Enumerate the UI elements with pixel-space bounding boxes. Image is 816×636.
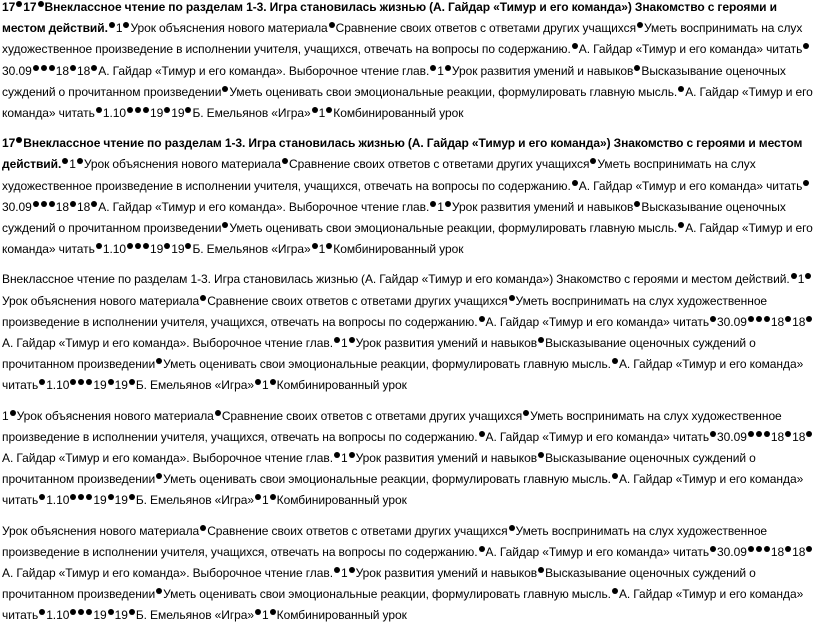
paragraph-4 — [2, 406, 814, 512]
bullet-separator-icon — [108, 494, 114, 500]
text-segment: 19 — [171, 106, 185, 121]
bullet-separator-icon — [255, 379, 261, 385]
text-segment: Б. Емельянов «Игра» — [192, 242, 311, 257]
bullet-separator-icon — [334, 452, 340, 458]
bullet-separator-icon — [806, 431, 812, 437]
bullet-separator-icon — [803, 43, 809, 49]
text-segment: Внеклассное чтение по разделам 1-3. Игра становилась жизнью (А. Гайдар «Тимур и его команда») Знакомство с героями и местом действий. — [2, 136, 803, 172]
text-segment: 1 — [262, 608, 269, 623]
text-segment: А. Гайдар «Тимур и его команда». Выборочное чтение глав. — [2, 566, 333, 581]
bullet-separator-icon — [38, 1, 44, 7]
text-segment: А. Гайдар «Тимур и его команда» читать — [2, 84, 813, 121]
bullet-separator-icon — [77, 158, 83, 164]
text-segment: 30.09 — [717, 314, 747, 329]
text-segment: 30.09 — [717, 544, 747, 559]
bullet-separator-icon — [634, 65, 640, 71]
bullet-separator-icon — [108, 379, 114, 385]
bullet-separator-icon — [270, 379, 276, 385]
text-segment: Комбинированный урок — [333, 242, 464, 257]
bullet-separator-icon — [86, 379, 92, 385]
bullet-separator-icon — [349, 567, 355, 573]
bullet-separator-icon — [612, 358, 618, 364]
text-segment: 1 — [341, 336, 348, 351]
bullet-separator-icon — [282, 158, 288, 164]
bullet-separator-icon — [523, 410, 529, 416]
text-segment: 1 — [797, 272, 805, 287]
text-segment: 1 — [341, 451, 348, 466]
bullet-separator-icon — [805, 273, 811, 279]
text-segment: А. Гайдар «Тимур и его команда». Выборочное чтение глав. — [2, 451, 333, 466]
bullet-separator-icon — [33, 201, 39, 207]
bullet-separator-icon — [479, 546, 485, 552]
text-segment: Урок развития умений и навыков — [451, 63, 634, 78]
bullet-separator-icon — [678, 222, 684, 228]
bullet-separator-icon — [215, 410, 221, 416]
bullet-separator-icon — [334, 337, 340, 343]
bullet-separator-icon — [10, 410, 16, 416]
bullet-separator-icon — [748, 316, 754, 322]
bullet-separator-icon — [129, 494, 135, 500]
bullet-separator-icon — [270, 494, 276, 500]
text-segment: А. Гайдар «Тимур и его команда» читать — [2, 472, 804, 508]
text-segment: Уметь воспринимать на слух художественное произведение в исполнении учителя, учащихся, отвечать на вопросы по содержанию. — [2, 21, 803, 57]
bullet-separator-icon — [86, 609, 92, 615]
bullet-separator-icon — [156, 473, 162, 479]
bullet-separator-icon — [91, 65, 97, 71]
text-segment: А. Гайдар «Тимур и его команда» читать — [485, 314, 710, 329]
text-segment: 18 — [77, 63, 91, 78]
bullet-separator-icon — [127, 243, 133, 249]
text-segment: Урок развития умений и навыков — [355, 336, 538, 351]
bullet-separator-icon — [41, 65, 47, 71]
text-segment: Сравнение своих ответов с ответами других учащихся — [207, 293, 508, 308]
bullet-separator-icon — [70, 65, 76, 71]
bullet-separator-icon — [135, 107, 141, 113]
text-segment: 30.09 — [717, 429, 747, 444]
bullet-separator-icon — [710, 431, 716, 437]
bullet-separator-icon — [756, 431, 762, 437]
bullet-separator-icon — [785, 546, 791, 552]
bullet-separator-icon — [16, 1, 22, 7]
bullet-separator-icon — [129, 609, 135, 615]
bullet-separator-icon — [764, 431, 770, 437]
bullet-separator-icon — [326, 243, 332, 249]
bullet-separator-icon — [70, 379, 76, 385]
text-segment: А. Гайдар «Тимур и его команда». Выборочное чтение глав. — [98, 63, 430, 78]
bullet-separator-icon — [312, 243, 318, 249]
text-segment: Сравнение своих ответов с ответами других учащихся — [289, 157, 590, 172]
text-segment: Уметь оценивать свои эмоциональные реакции, формулировать главную мысль. — [163, 357, 611, 372]
bullet-separator-icon — [637, 22, 643, 28]
text-segment: 18 — [77, 199, 91, 214]
text-segment: Урок объяснения нового материала — [16, 408, 214, 423]
text-segment: 19 — [114, 378, 128, 393]
text-segment: 1 — [69, 157, 76, 172]
bullet-separator-icon — [185, 243, 191, 249]
bullet-separator-icon — [109, 22, 115, 28]
text-segment: 18 — [770, 544, 785, 559]
text-segment: Уметь воспринимать на слух художественное произведение в исполнении учителя, учащихся, отвечать на вопросы по содержанию. — [2, 293, 768, 329]
bullet-separator-icon — [764, 316, 770, 322]
bullet-separator-icon — [96, 107, 102, 113]
text-segment: 18 — [792, 429, 806, 444]
bullet-separator-icon — [143, 243, 149, 249]
text-segment: Внеклассное чтение по разделам 1-3. Игра становилась жизнью (А. Гайдар «Тимур и его команда») Знакомство с героями и местом действий. — [2, 0, 777, 36]
bullet-separator-icon — [445, 201, 451, 207]
text-segment: Уметь воспринимать на слух художественное произведение в исполнении учителя, учащихся, отвечать на вопросы по содержанию. — [2, 157, 756, 193]
text-segment: А. Гайдар «Тимур и его команда». Выборочное чтение глав. — [2, 336, 333, 351]
bullet-separator-icon — [349, 337, 355, 343]
bullet-separator-icon — [312, 107, 318, 113]
text-segment: 18 — [770, 314, 785, 329]
bullet-separator-icon — [255, 494, 261, 500]
bullet-separator-icon — [430, 65, 436, 71]
text-segment: 18 — [792, 544, 806, 559]
text-segment: 19 — [93, 608, 107, 623]
text-segment: 19 — [171, 242, 185, 257]
text-segment: Б. Емельянов «Игра» — [135, 378, 255, 393]
bullet-separator-icon — [270, 609, 276, 615]
text-segment: 17 — [23, 0, 37, 14]
bullet-separator-icon — [334, 567, 340, 573]
bullet-separator-icon — [509, 295, 515, 301]
text-segment: 18 — [770, 429, 785, 444]
bullet-separator-icon — [748, 431, 754, 437]
text-segment: 1 — [115, 21, 123, 36]
text-segment: Урок объяснения нового материала — [83, 157, 282, 172]
text-segment: 1.10 — [102, 106, 126, 121]
paragraph-1 — [2, 0, 814, 124]
text-segment: Урок развития умений и навыков — [451, 199, 634, 214]
bullet-separator-icon — [164, 107, 170, 113]
bullet-separator-icon — [39, 494, 45, 500]
bullet-separator-icon — [39, 609, 45, 615]
text-segment: 1.10 — [46, 493, 70, 508]
bullet-separator-icon — [710, 546, 716, 552]
text-segment: 19 — [93, 493, 107, 508]
text-segment: 19 — [149, 242, 164, 257]
bullet-separator-icon — [509, 525, 515, 531]
text-segment: Уметь оценивать свои эмоциональные реакции, формулировать главную мысль. — [229, 84, 678, 99]
text-segment: Урок объяснения нового материала — [130, 21, 328, 36]
text-segment: 1 — [318, 106, 326, 121]
text-segment: Б. Емельянов «Игра» — [192, 106, 311, 121]
text-segment: 18 — [55, 63, 70, 78]
text-segment: Комбинированный урок — [333, 106, 464, 121]
text-segment: Уметь оценивать свои эмоциональные реакции, формулировать главную мысль. — [163, 587, 611, 602]
text-segment: 18 — [55, 199, 70, 214]
text-segment: Б. Емельянов «Игра» — [135, 493, 255, 508]
text-segment: Урок развития умений и навыков — [355, 566, 538, 581]
text-segment: 19 — [149, 106, 164, 121]
bullet-separator-icon — [108, 609, 114, 615]
bullet-separator-icon — [479, 431, 485, 437]
text-segment: 1 — [341, 566, 348, 581]
bullet-separator-icon — [41, 201, 47, 207]
text-segment: А. Гайдар «Тимур и его команда» читать — [578, 42, 803, 57]
text-segment: 1.10 — [46, 608, 70, 623]
text-segment: Высказывание оценочных суждений о прочитанном произведении — [2, 451, 756, 487]
bullet-separator-icon — [572, 43, 578, 49]
bullet-separator-icon — [349, 452, 355, 458]
bullet-separator-icon — [326, 107, 332, 113]
bullet-separator-icon — [572, 180, 578, 186]
bullet-separator-icon — [70, 494, 76, 500]
text-segment: Сравнение своих ответов с ответами других учащихся — [335, 21, 637, 36]
bullet-separator-icon — [156, 358, 162, 364]
bullet-separator-icon — [164, 243, 170, 249]
paragraph-3 — [2, 269, 814, 396]
bullet-separator-icon — [329, 22, 335, 28]
text-segment: А. Гайдар «Тимур и его команда» читать — [2, 221, 813, 257]
bullet-separator-icon — [612, 588, 618, 594]
bullet-separator-icon — [33, 65, 39, 71]
bullet-separator-icon — [479, 316, 485, 322]
text-segment: 30.09 — [2, 63, 32, 78]
bullet-separator-icon — [222, 86, 228, 92]
text-segment: 1.10 — [102, 242, 126, 257]
text-segment: 1 — [262, 493, 269, 508]
text-segment: Урок развития умений и навыков — [355, 451, 538, 466]
text-segment: 1 — [437, 199, 444, 214]
bullet-separator-icon — [156, 588, 162, 594]
text-segment: Высказывание оценочных суждений о прочитанном произведении — [2, 336, 756, 372]
bullet-separator-icon — [96, 243, 102, 249]
text-segment: Высказывание оценочных суждений о прочитанном произведении — [2, 63, 786, 99]
text-segment: Уметь воспринимать на слух художественное произведение в исполнении учителя, учащихся, отвечать на вопросы по содержанию. — [2, 523, 768, 559]
text-segment: Сравнение своих ответов с ответами других учащихся — [221, 408, 523, 423]
bullet-separator-icon — [612, 473, 618, 479]
bullet-separator-icon — [634, 201, 640, 207]
bullet-separator-icon — [200, 525, 206, 531]
bullet-separator-icon — [222, 222, 228, 228]
bullet-separator-icon — [538, 452, 544, 458]
bullet-separator-icon — [430, 201, 436, 207]
text-segment: 30.09 — [2, 199, 32, 214]
bullet-separator-icon — [129, 379, 135, 385]
bullet-separator-icon — [78, 609, 84, 615]
bullet-separator-icon — [123, 22, 129, 28]
bullet-separator-icon — [78, 379, 84, 385]
bullet-separator-icon — [91, 201, 97, 207]
text-segment: 19 — [114, 608, 128, 623]
paragraph-2 — [2, 133, 814, 260]
bullet-separator-icon — [16, 137, 22, 143]
bullet-separator-icon — [791, 273, 797, 279]
text-segment: Высказывание оценочных суждений о прочитанном произведении — [2, 199, 786, 236]
bullet-separator-icon — [49, 65, 55, 71]
text-segment: 1 — [318, 242, 326, 257]
bullet-separator-icon — [255, 609, 261, 615]
bullet-separator-icon — [39, 379, 45, 385]
bullet-separator-icon — [445, 65, 451, 71]
bullet-separator-icon — [49, 201, 55, 207]
text-segment: Урок объяснения нового материала — [2, 293, 200, 308]
bullet-separator-icon — [538, 567, 544, 573]
bullet-separator-icon — [70, 609, 76, 615]
bullet-separator-icon — [756, 546, 762, 552]
bullet-separator-icon — [678, 86, 684, 92]
bullet-separator-icon — [538, 337, 544, 343]
text-segment: А. Гайдар «Тимур и его команда» читать — [2, 587, 804, 623]
paragraph-prefix: 17 — [2, 0, 16, 14]
bullet-separator-icon — [785, 316, 791, 322]
bullet-separator-icon — [143, 107, 149, 113]
bullet-separator-icon — [803, 180, 809, 186]
bullet-separator-icon — [590, 158, 596, 164]
text-segment: Комбинированный урок — [276, 493, 407, 508]
bullet-separator-icon — [200, 295, 206, 301]
text-segment: Урок объяснения нового материала — [2, 523, 200, 538]
bullet-separator-icon — [135, 243, 141, 249]
text-segment: 19 — [114, 493, 128, 508]
text-segment: А. Гайдар «Тимур и его команда» читать — [2, 357, 804, 393]
bullet-separator-icon — [806, 546, 812, 552]
bullet-separator-icon — [70, 201, 76, 207]
bullet-separator-icon — [756, 316, 762, 322]
text-segment: Уметь оценивать свои эмоциональные реакции, формулировать главную мысль. — [229, 221, 678, 236]
text-segment: А. Гайдар «Тимур и его команда». Выборочное чтение глав. — [98, 199, 430, 214]
bullet-separator-icon — [806, 316, 812, 322]
bullet-separator-icon — [710, 316, 716, 322]
text-segment: Комбинированный урок — [276, 378, 407, 393]
bullet-separator-icon — [62, 158, 68, 164]
bullet-separator-icon — [748, 546, 754, 552]
text-segment: Уметь воспринимать на слух художественное произведение в исполнении учителя, учащихся, отвечать на вопросы по содержанию. — [2, 408, 782, 444]
bullet-separator-icon — [185, 107, 191, 113]
bullet-separator-icon — [764, 546, 770, 552]
text-segment: Внеклассное чтение по разделам 1-3. Игра становилась жизнью (А. Гайдар «Тимур и его команда») Знакомство с героями и местом действий. — [2, 272, 790, 287]
text-segment: Высказывание оценочных суждений о прочитанном произведении — [2, 566, 756, 602]
text-segment: 1.10 — [46, 378, 70, 393]
text-segment: 18 — [792, 314, 806, 329]
bullet-separator-icon — [78, 494, 84, 500]
text-segment: 1 — [262, 378, 269, 393]
text-segment: Уметь оценивать свои эмоциональные реакции, формулировать главную мысль. — [163, 472, 611, 487]
text-segment: А. Гайдар «Тимур и его команда» читать — [578, 178, 803, 193]
text-segment: 19 — [93, 378, 107, 393]
text-segment: 1 — [2, 408, 9, 423]
text-segment: 17 — [2, 136, 16, 151]
text-segment: Б. Емельянов «Игра» — [135, 608, 255, 623]
bullet-separator-icon — [86, 494, 92, 500]
text-segment: Комбинированный урок — [276, 608, 407, 623]
text-segment: Сравнение своих ответов с ответами других учащихся — [207, 523, 508, 538]
text-segment: А. Гайдар «Тимур и его команда» читать — [485, 429, 710, 444]
bullet-separator-icon — [785, 431, 791, 437]
text-segment: 1 — [437, 63, 444, 78]
paragraph-5 — [2, 521, 814, 627]
bullet-separator-icon — [127, 107, 133, 113]
text-segment: А. Гайдар «Тимур и его команда» читать — [485, 544, 710, 559]
